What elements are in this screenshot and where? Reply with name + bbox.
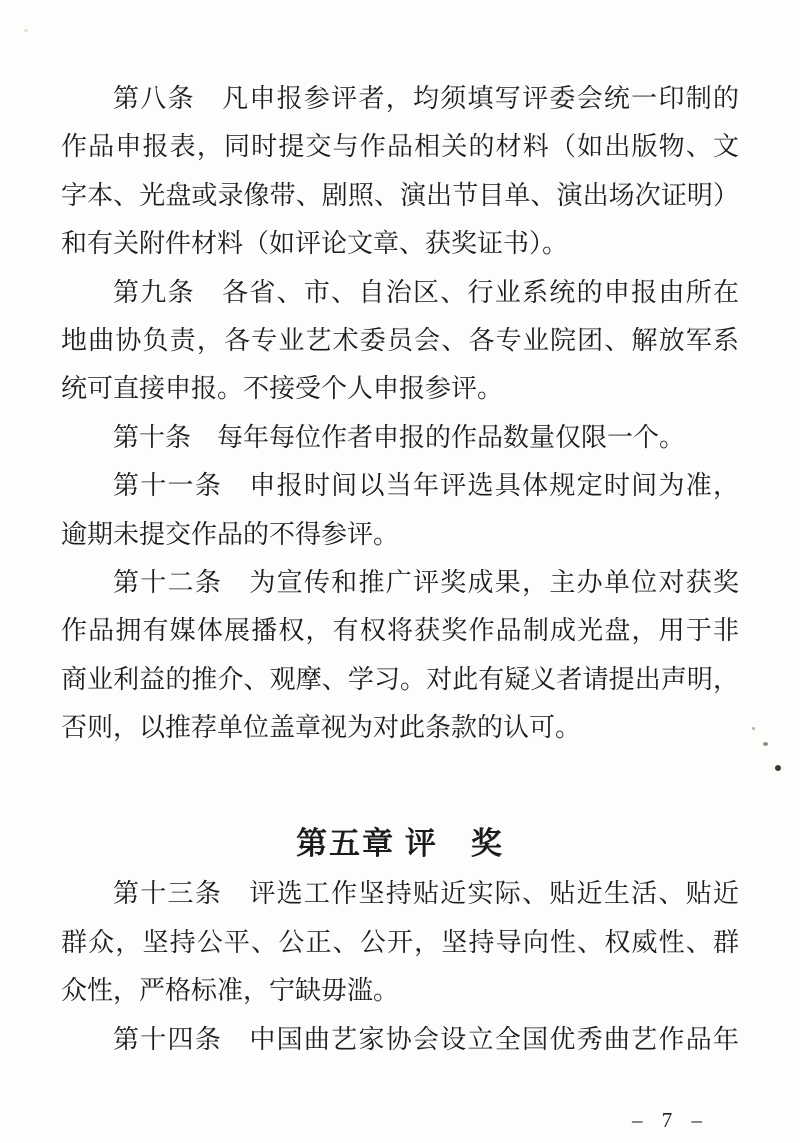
text-line: 第十条 每年每位作者申报的作品数量仅限一个。 xyxy=(113,422,686,452)
text-line: 众性，严格标准，宁缺毋滥。 xyxy=(61,976,400,1006)
scan-speck xyxy=(775,765,781,771)
text-line: 第九条 各省、市、自治区、行业系统的申报由所在 xyxy=(113,277,739,307)
page-number: – 7 – xyxy=(632,1108,709,1132)
text-line: 地曲协负责，各专业艺术委员会、各专业院团、解放军系 xyxy=(61,325,739,355)
text-line: 统可直接申报。不接受个人申报参评。 xyxy=(61,374,504,404)
text-line: 作品申报表，同时提交与作品相关的材料（如出版物、文 xyxy=(61,132,739,162)
text-line: 第十一条 申报时间以当年评选具体规定时间为准， xyxy=(113,471,739,501)
scan-speck xyxy=(24,29,28,32)
text-line: 商业利益的推介、观摩、学习。对此有疑义者请提出声明， xyxy=(61,664,739,694)
text-line: 作品拥有媒体展播权，有权将获奖作品制成光盘，用于非 xyxy=(61,616,739,646)
text-line: 群众，坚持公平、公正、公开，坚持导向性、权威性、群 xyxy=(61,927,739,957)
scan-speck xyxy=(763,742,768,746)
text-line: 第八条 凡申报参评者，均须填写评委会统一印制的 xyxy=(113,84,739,113)
text-line: 逾期未提交作品的不得参评。 xyxy=(61,519,400,549)
text-line: 第十二条 为宣传和推广评奖成果，主办单位对获奖 xyxy=(113,567,739,597)
scan-speck xyxy=(752,727,755,730)
chapter-heading: 第五章 评 奖 xyxy=(296,826,504,862)
text-line: 第十四条 中国曲艺家协会设立全国优秀曲艺作品年 xyxy=(113,1024,739,1054)
text-line: 字本、光盘或录像带、剧照、演出节目单、演出场次证明） xyxy=(61,180,739,210)
text-line: 和有关附件材料（如评论文章、获奖证书）。 xyxy=(61,229,569,259)
document-text-column xyxy=(61,75,739,1064)
text-line: 第十三条 评选工作坚持贴近实际、贴近生活、贴近 xyxy=(113,879,739,909)
text-line: 否则，以推荐单位盖章视为对此条款的认可。 xyxy=(61,713,582,743)
